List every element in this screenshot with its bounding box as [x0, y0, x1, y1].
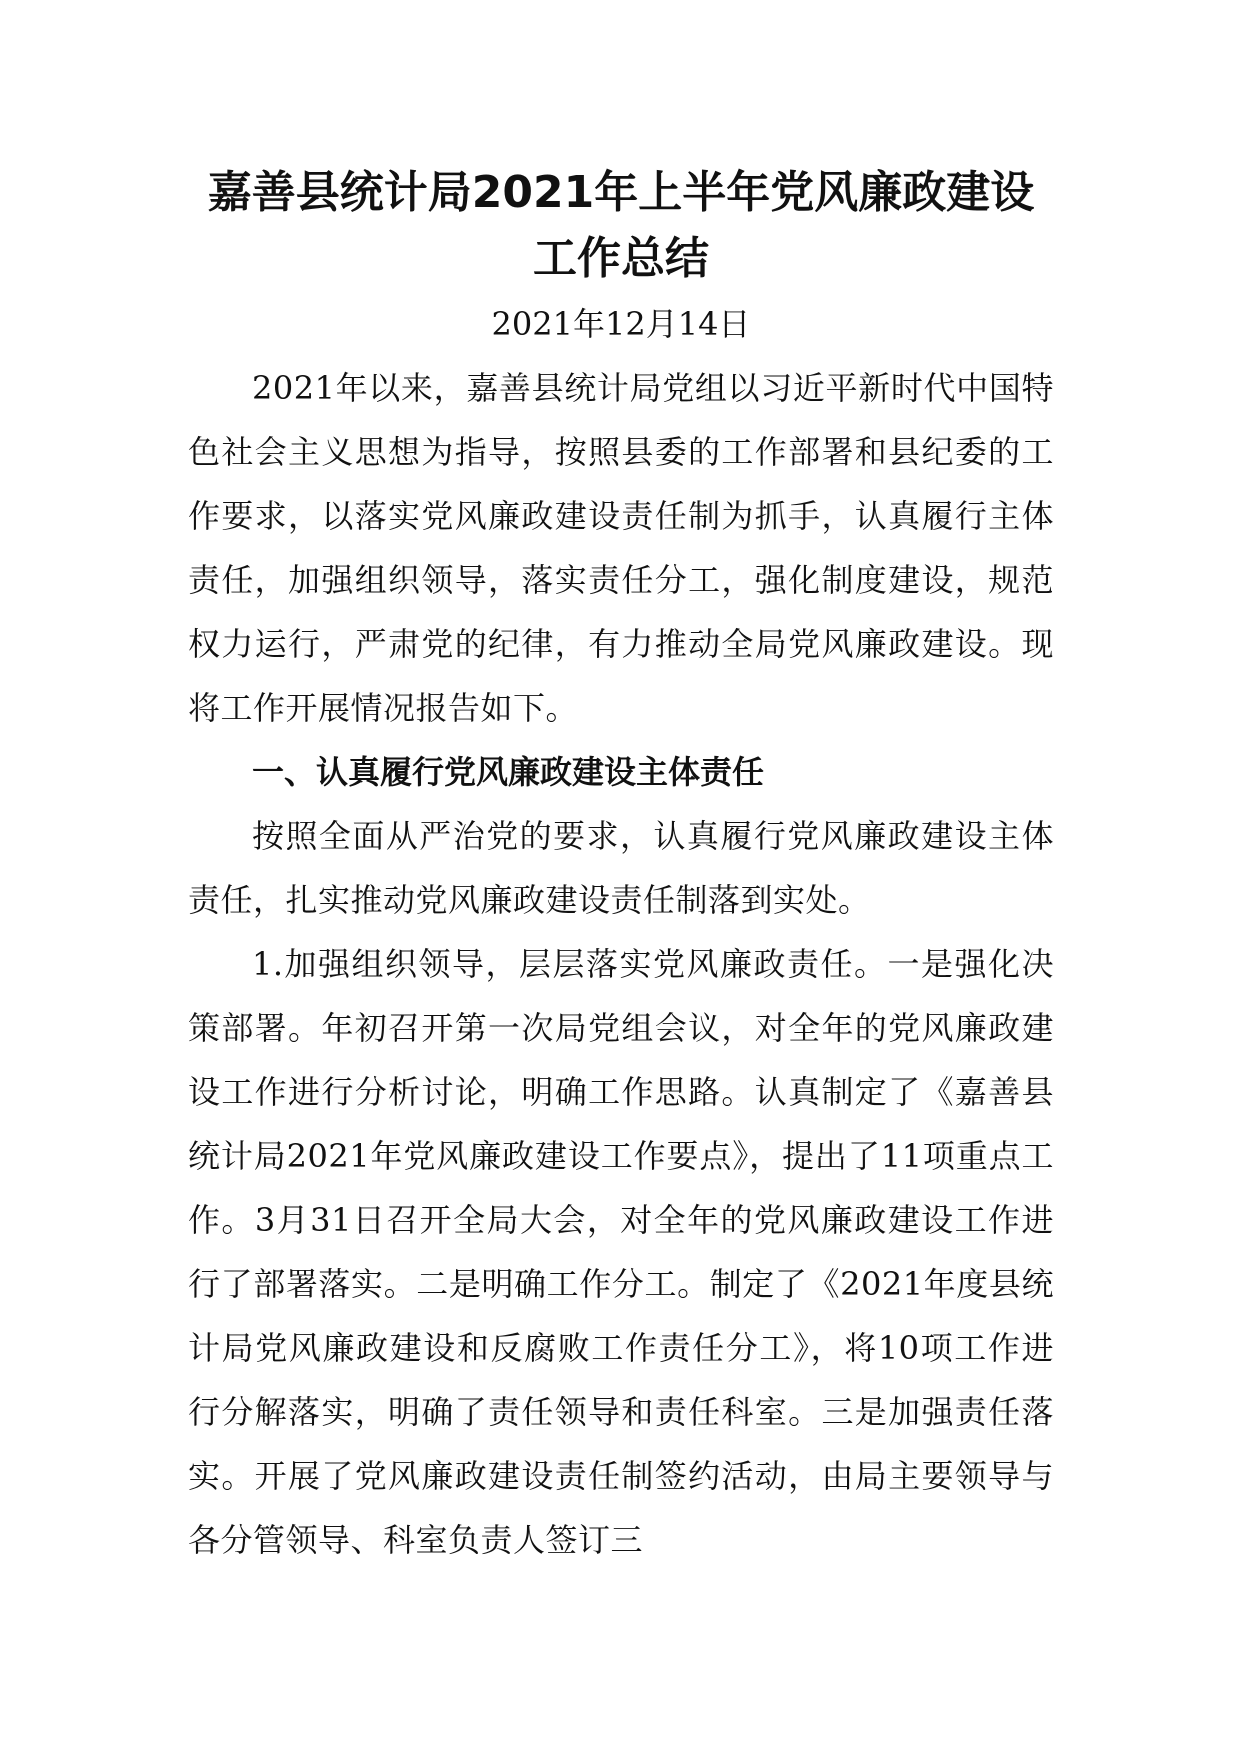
section-1-item-1-paragraph: 1.加强组织领导，层层落实党风廉政责任。一是强化决策部署。年初召开第一次局党组会议，对全年的党风廉政建设工作进行分析讨论，明确工作思路。认真制定了《嘉善县统计局2021年党风廉政建设工作要点》，提出了11项重点工作。3月31日召开全局大会，对全年的党风廉政建设工作进行了部署落实。二是明确工作分工。制定了《2021年度县统计局党风廉政建设和反腐败工作责任分工》，将10项工作进行分解落实，明确了责任领导和责任科室。三是加强责任落实。开展了党风廉政建设责任制签约活动，由局主要领导与各分管领导、科室负责人签订三	[188, 945, 1054, 1559]
section-1-intro-paragraph: 按照全面从严治党的要求，认真履行党风廉政建设主体责任，扎实推动党风廉政建设责任制落到实处。	[188, 817, 1054, 919]
document-body	[188, 160, 1054, 1572]
document-date: 2021年12月14日	[491, 305, 751, 343]
section-1-heading: 一、认真履行党风廉政建设主体责任	[252, 753, 765, 791]
title-line-1: 嘉善县统计局2021年上半年党风廉政建设	[207, 167, 1035, 218]
title-line-2: 工作总结	[533, 233, 709, 284]
document-title	[188, 160, 1054, 292]
intro-paragraph: 2021年以来，嘉善县统计局党组以习近平新时代中国特色社会主义思想为指导，按照县委的工作部署和县纪委的工作要求，以落实党风廉政建设责任制为抓手，认真履行主体责任，加强组织领导，落实责任分工，强化制度建设，规范权力运行，严肃党的纪律，有力推动全局党风廉政建设。现将工作开展情况报告如下。	[188, 369, 1054, 727]
